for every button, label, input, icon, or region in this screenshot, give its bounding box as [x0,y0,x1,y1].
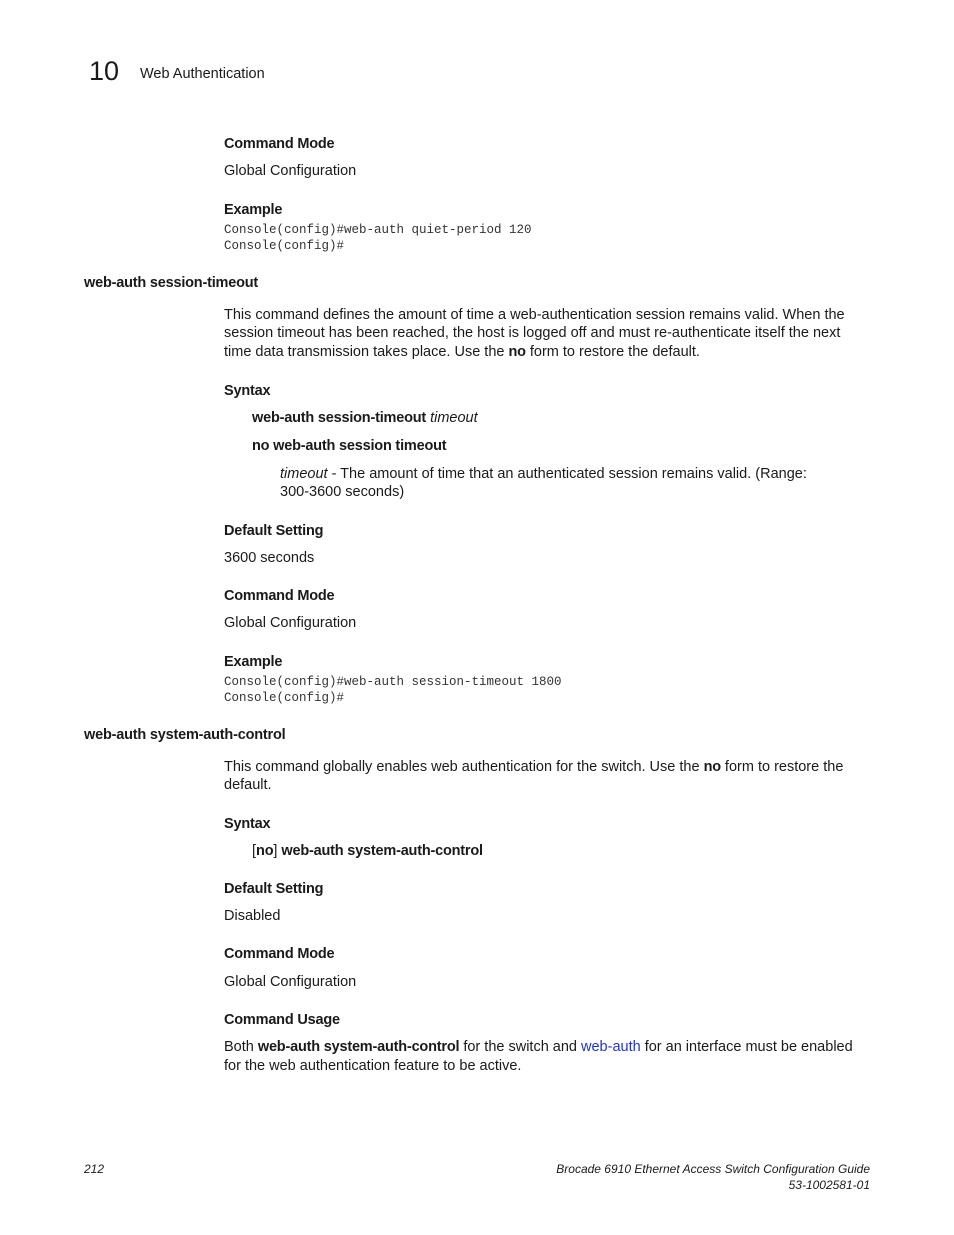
syntax-line [252,843,483,859]
web-auth-link[interactable]: web-auth [581,1039,641,1055]
description-line [224,344,700,360]
parameter-text: - The amount of time that an authenticated session remains valid. (Range: [327,466,807,482]
parameter-name: timeout [280,466,328,482]
command-mode-value: Global Configuration [224,974,357,990]
default-setting-heading: Default Setting [224,523,324,539]
syntax-line [252,410,478,426]
command-usage-heading: Command Usage [224,1012,340,1028]
command-mode-value: Global Configuration [224,163,357,179]
default-setting-heading: Default Setting [224,881,324,897]
description-line [224,759,843,775]
syntax-heading: Syntax [224,816,271,832]
code-line: Console(config)# [224,691,345,705]
bracket-close: ] [273,843,282,859]
description-text: form to restore the default. [525,344,700,360]
command-title: web-auth system-auth-control [84,727,286,743]
chapter-number: 10 [89,56,120,86]
code-line: Console(config)# [224,239,345,253]
command-title: web-auth session-timeout [84,275,259,291]
usage-line [224,1039,853,1055]
usage-text: for an interface must be enabled [640,1039,853,1055]
parameter-description [280,466,807,482]
chapter-title: Web Authentication [140,66,265,82]
document-number: 53-1002581-01 [788,1178,870,1192]
usage-text: for the switch and [459,1039,582,1055]
bracket-open: [ [252,843,257,859]
description-text: This command globally enables web authentication for the switch. Use the [224,759,704,775]
document-title: Brocade 6910 Ethernet Access Switch Configuration Guide [556,1162,870,1176]
page-number: 212 [84,1162,105,1176]
usage-text: Both [224,1039,258,1055]
syntax-no-form: no web-auth session timeout [252,438,447,454]
description-text: form to restore the [720,759,844,775]
syntax-command: web-auth session-timeout [252,410,427,426]
description-line: This command defines the amount of time a web-authentication session remains valid. When the [224,307,845,323]
description-text: time data transmission takes place. Use the [224,344,509,360]
syntax-command: web-auth system-auth-control [281,843,483,859]
command-mode-heading: Command Mode [224,946,335,962]
usage-command: web-auth system-auth-control [257,1039,460,1055]
example-heading: Example [224,202,283,218]
syntax-argument: timeout [430,410,478,426]
no-keyword: no [508,344,526,360]
example-heading: Example [224,654,283,670]
syntax-heading: Syntax [224,383,271,399]
code-line: Console(config)#web-auth session-timeout 1800 [224,675,562,689]
no-keyword: no [703,759,721,775]
default-setting-value: Disabled [224,908,281,924]
code-line: Console(config)#web-auth quiet-period 120 [224,223,532,237]
command-mode-value: Global Configuration [224,615,357,631]
default-setting-value: 3600 seconds [224,550,315,566]
description-line: session timeout has been reached, the host is logged off and must re-authenticate itself the next [224,325,841,341]
command-mode-heading: Command Mode [224,136,335,152]
usage-line: for the web authentication feature to be active. [224,1058,522,1074]
description-line: default. [224,777,272,793]
command-mode-heading: Command Mode [224,588,335,604]
parameter-range: 300-3600 seconds) [280,484,405,500]
no-keyword: no [256,843,274,859]
